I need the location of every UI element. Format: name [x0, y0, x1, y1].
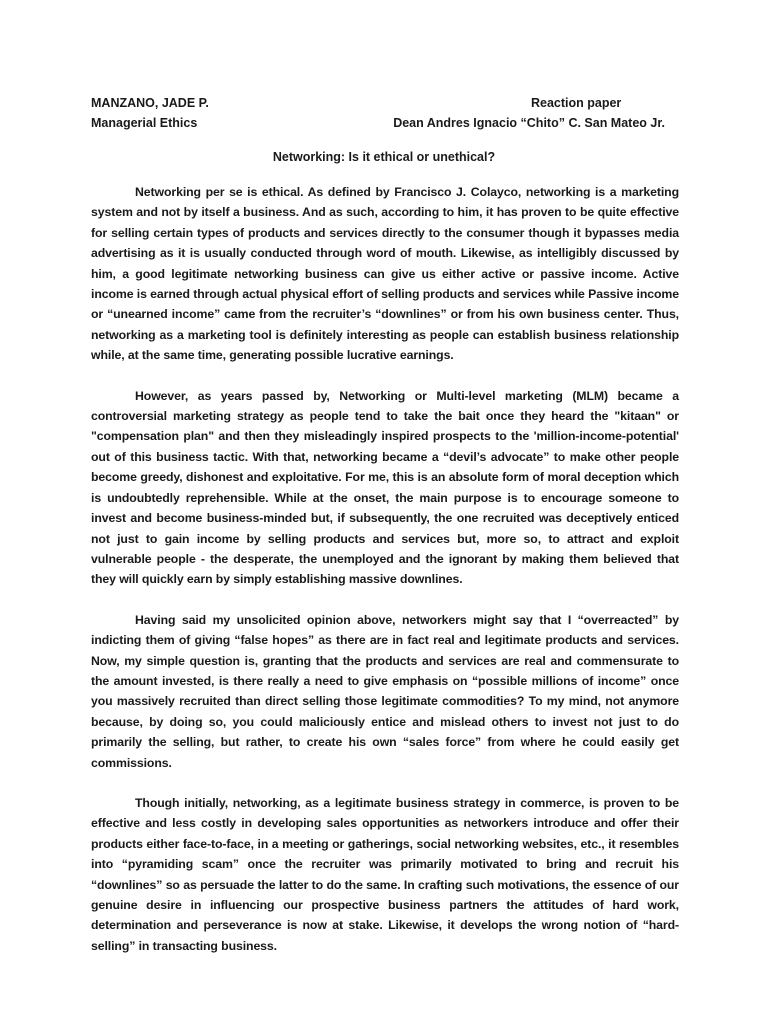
document-body: [91, 182, 679, 976]
instructor-name: Dean Andres Ignacio “Chito” C. San Mateo Jr.: [393, 116, 665, 130]
paragraph-1: Networking per se is ethical. As defined by Francisco J. Colayco, networking is a marketing system and not by itself a business. And as such, according to him, it has proven to be quite effective for selling certain types of products and services directly to the consumer though it bypasses media advertising as it is usually conducted through word of mouth. Likewise, as intelligibly discussed by him, a good legitimate networking business can give us either active or passive income. Active income is earned through actual physical effort of selling products and services while Passive income or “unearned income” came from the recruiter’s “downlines” or from his own business center. Thus, networking as a marketing tool is definitely interesting as people can establish business relationship while, at the same time, generating possible lucrative earnings.: [91, 185, 679, 363]
author-name: MANZANO, JADE P.: [91, 96, 209, 110]
document-type: Reaction paper: [531, 96, 622, 110]
paragraph-4: Though initially, networking, as a legitimate business strategy in commerce, is proven to be effective and less costly in developing sales opportunities as networkers introduce and offer their products either face-to-face, in a meeting or gatherings, social networking websites, etc., it resembles into “pyramiding scam” once the recruiter was primarily motivated to bring and recruit his “downlines” so as persuade the latter to do the same. In crafting such motivations, the essence of our genuine desire in influencing our prospective business partners the attitudes of hard work, determination and perseverance is now at stake. Likewise, it develops the wrong notion of “hard-selling” in transacting business.: [91, 795, 679, 953]
header-row-1: [91, 93, 677, 113]
paragraph-3: Having said my unsolicited opinion above, networkers might say that I “overreacted” by indicting them of giving “false hopes” as there are in fact real and legitimate products and services. Now, my simple question is, granting that the products and services are real and commensurate to the amount invested, is there really a need to give emphasis on “possible millions of income” once you massively recruited than direct selling those legitimate commodities? To my mind, not anymore because, by doing so, you could maliciously entice and mislead others to invest not just to do primarily the selling, but rather, to create his own “sales force” from where he could easily get commissions.: [91, 612, 679, 770]
document-title: Networking: Is it ethical or unethical?: [272, 150, 496, 164]
header-row-2: [91, 113, 677, 133]
course-name: Managerial Ethics: [91, 116, 198, 130]
document-header: [91, 93, 677, 133]
paragraph-2: However, as years passed by, Networking or Multi-level marketing (MLM) became a controversial marketing strategy as people tend to take the bait once they heard the "kitaan" or "compensation plan" and then they misleadingly inspired prospects to the 'million-income-potential' out of this business tactic. With that, networking became a “devil’s advocate” to make other people become greedy, dishonest and exploitative. For me, this is an absolute form of moral deception which is undoubtedly reprehensible. While at the onset, the main purpose is to encourage someone to invest and become business-minded but, if subsequently, the one recruited was deceptively enticed not just to gain income by selling products and services but, more so, to attract and exploit vulnerable people - the desperate, the unemployed and the ignorant by making them believed that they will quickly earn by simply establishing massive downlines.: [91, 388, 679, 587]
